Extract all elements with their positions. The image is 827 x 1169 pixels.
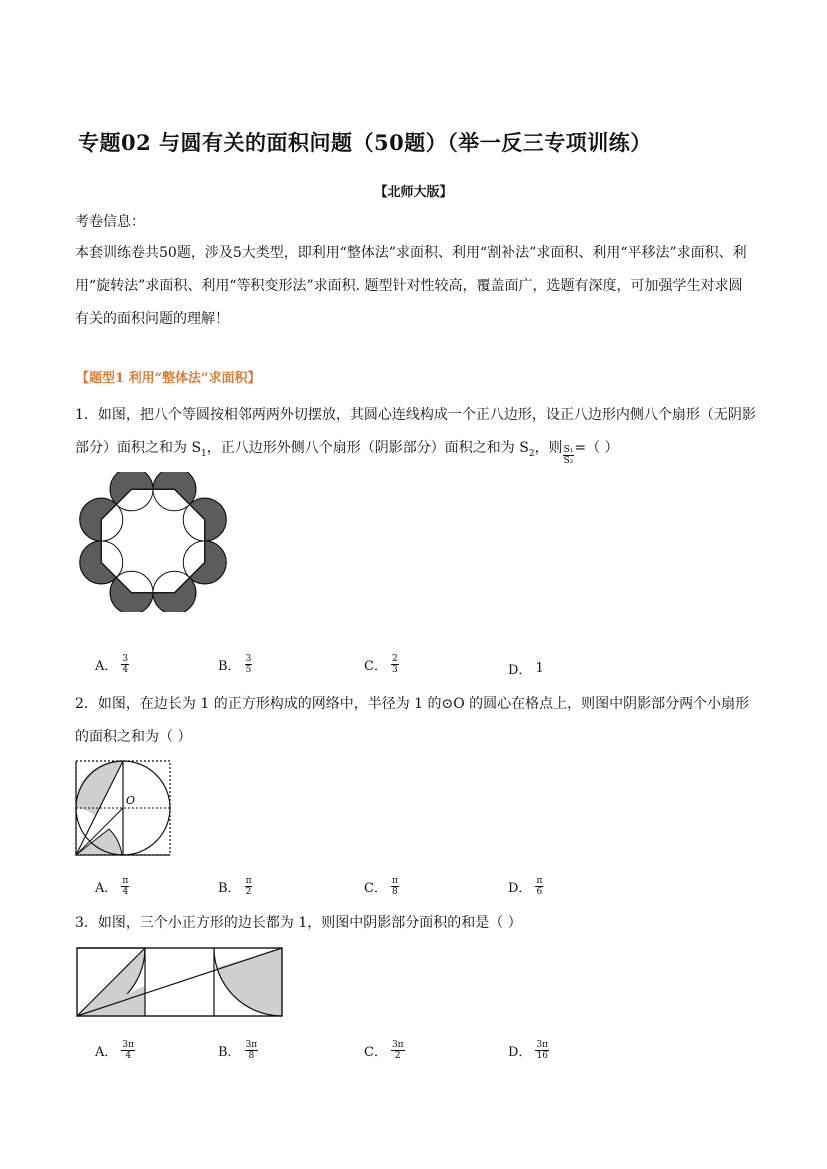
figure-three-squares: [75, 946, 285, 1020]
q3-option-d[interactable]: D． $\frac{3\pi}{16}$: [508, 1040, 549, 1061]
q1-option-b[interactable]: B． $\frac{3}{5}$: [218, 654, 252, 675]
info-text: 本套训练卷共50题，涉及5大类型，即利用“整体法”求面积、利用“割补法”求面积、利用“平移法”求面积、利用“旋转法”求面积、利用“等积变形法”求面积. 题型针对性较高，覆盖面广，选题有深度，可加强学生对求圆有关的面积问题的理解！: [75, 245, 747, 327]
figure-circle-grid: [74, 759, 174, 859]
q3-option-b[interactable]: B． $\frac{3\pi}{8}$: [218, 1040, 258, 1061]
page-title: 专题02 与圆有关的面积问题（50题）（举一反三专项训练）: [78, 130, 652, 155]
edition-label: 【北师大版】: [374, 185, 453, 200]
q2-option-d[interactable]: D． $\frac{\pi}{6}$: [508, 876, 543, 897]
label-o: O: [126, 794, 136, 807]
q2-option-b[interactable]: B． $\frac{\pi}{2}$: [218, 876, 252, 897]
q1-option-c[interactable]: C． $\frac{2}{3}$: [364, 654, 398, 675]
q3-option-c[interactable]: C． $\frac{3\pi}{2}$: [364, 1040, 404, 1061]
q2-option-c[interactable]: C． $\frac{\pi}{8}$: [364, 876, 398, 897]
question-1-text: 1．如图，把八个等圆按相邻两两外切摆放，其圆心连线构成一个正八边形，设正八边形内侧八个扇形（无阴影部分）面积之和为 $S_1$，正八边形外侧八个扇形（阴影部分）面积之和为 $S_2$，则 $\frac{\text{S₁}}{\text{S₂}}$ =（ ）: [75, 407, 756, 466]
q1-option-d[interactable]: D． 1: [508, 661, 544, 678]
q3-option-a[interactable]: A． $\frac{3\pi}{4}$: [95, 1040, 135, 1061]
info-label: 考卷信息：: [75, 214, 145, 230]
question-2-text: 2．如图，在边长为 1 的正方形构成的网络中，半径为 1 的⊙O 的圆心在格点上，则图中阴影部分两个小扇形的面积之和为（ ）: [75, 696, 750, 745]
ratio-fraction: $\frac{\text{S₁}}{\text{S₂}}$: [563, 445, 574, 466]
section-heading-1: 【题型1 利用“整体法”求面积】: [76, 371, 261, 386]
figure-eight-circles: [70, 472, 240, 612]
question-3-text: 3．如图，三个小正方形的边长都为 1，则图中阴影部分面积的和是（ ）: [75, 915, 522, 931]
q1-option-a[interactable]: A． $\frac{3}{4}$: [95, 654, 129, 675]
q2-option-a[interactable]: A． $\frac{\pi}{4}$: [95, 876, 129, 897]
